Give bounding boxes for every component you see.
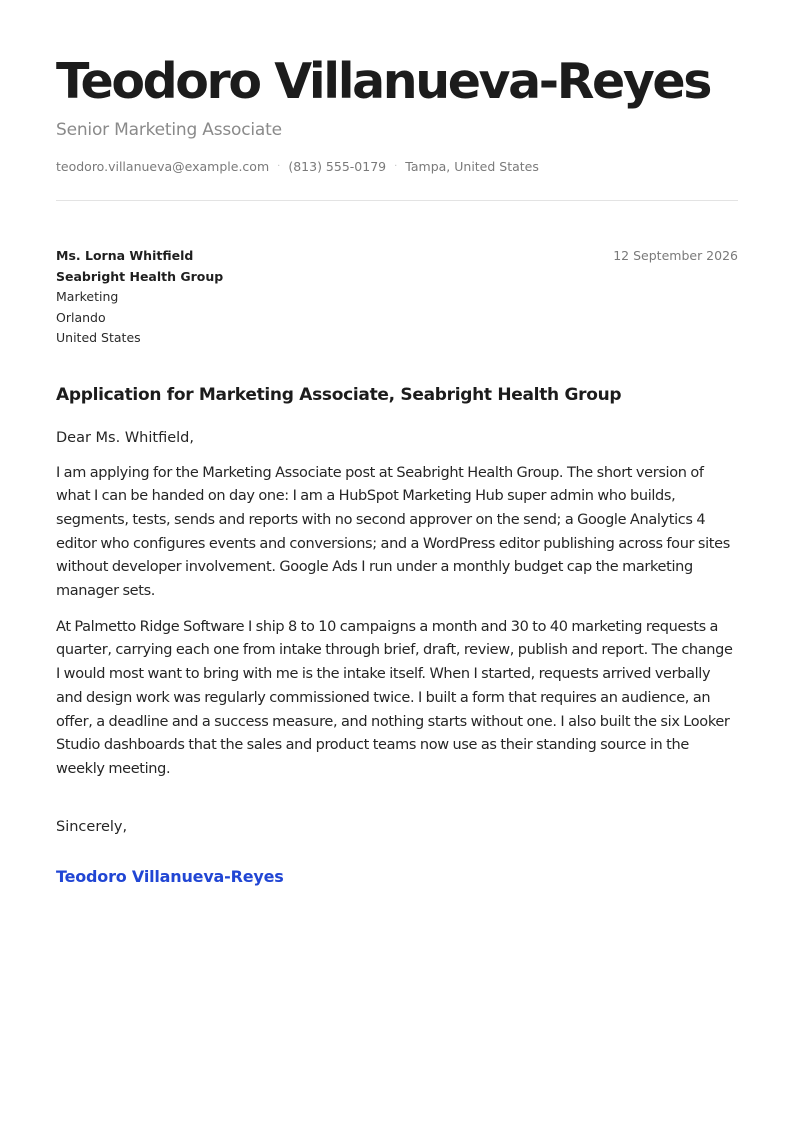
contact-phone[interactable]: (813) 555-0179 <box>288 159 387 174</box>
letter-header <box>56 52 738 176</box>
recipient-company: Seabright Health Group <box>56 268 224 284</box>
letter-subject: Application for Marketing Associate, Seabright Health Group <box>56 384 622 405</box>
contact-separator: · <box>277 161 281 172</box>
header-divider <box>56 200 738 201</box>
letter-salutation: Dear Ms. Whitfield, <box>56 429 194 446</box>
letter-date: 12 September 2026 <box>613 248 738 263</box>
signature-name: Teodoro Villanueva-Reyes <box>56 866 284 886</box>
recipient-country: United States <box>56 330 141 345</box>
contact-separator: · <box>394 161 398 172</box>
letter-paragraph: At Palmetto Ridge Software I ship 8 to 10 campaigns a month and 30 to 40 marketing requests a quarter, carrying each one from intake through brief, draft, review, publish and report. The change I would most want to bring with me is the intake itself. When I started, requests arrived verbally and design work was regularly commissioned twice. I built a form that requires an audience, an offer, a deadline and a success measure, and nothing starts without one. I also built the six Looker Studio dashboards that the sales and product teams now use as their standing source in the weekly meeting. <box>56 618 733 777</box>
applicant-role: Senior Marketing Associate <box>56 120 282 140</box>
recipient-block <box>56 246 738 349</box>
recipient-department: Marketing <box>56 289 119 304</box>
applicant-name: Teodoro Villanueva-Reyes <box>56 53 711 110</box>
contact-details <box>56 158 738 176</box>
recipient-name: Ms. Lorna Whitfield <box>56 248 194 263</box>
letter-closing: Sincerely, <box>56 818 128 835</box>
contact-email[interactable]: teodoro.villanueva@example.com <box>56 159 270 174</box>
recipient-city: Orlando <box>56 309 106 325</box>
contact-location: Tampa, United States <box>405 159 539 174</box>
letter-paragraph: I am applying for the Marketing Associate post at Seabright Health Group. The short version of what I can be handed on day one: I am a HubSpot Marketing Hub super admin who builds, segments, tests, sends and reports with no second approver on the send; a Google Analytics 4 editor who configures events and conversions; and a WordPress editor publishing across four sites without developer involvement. Google Ads I run under a monthly budget cap the marketing manager sets. <box>56 464 730 600</box>
